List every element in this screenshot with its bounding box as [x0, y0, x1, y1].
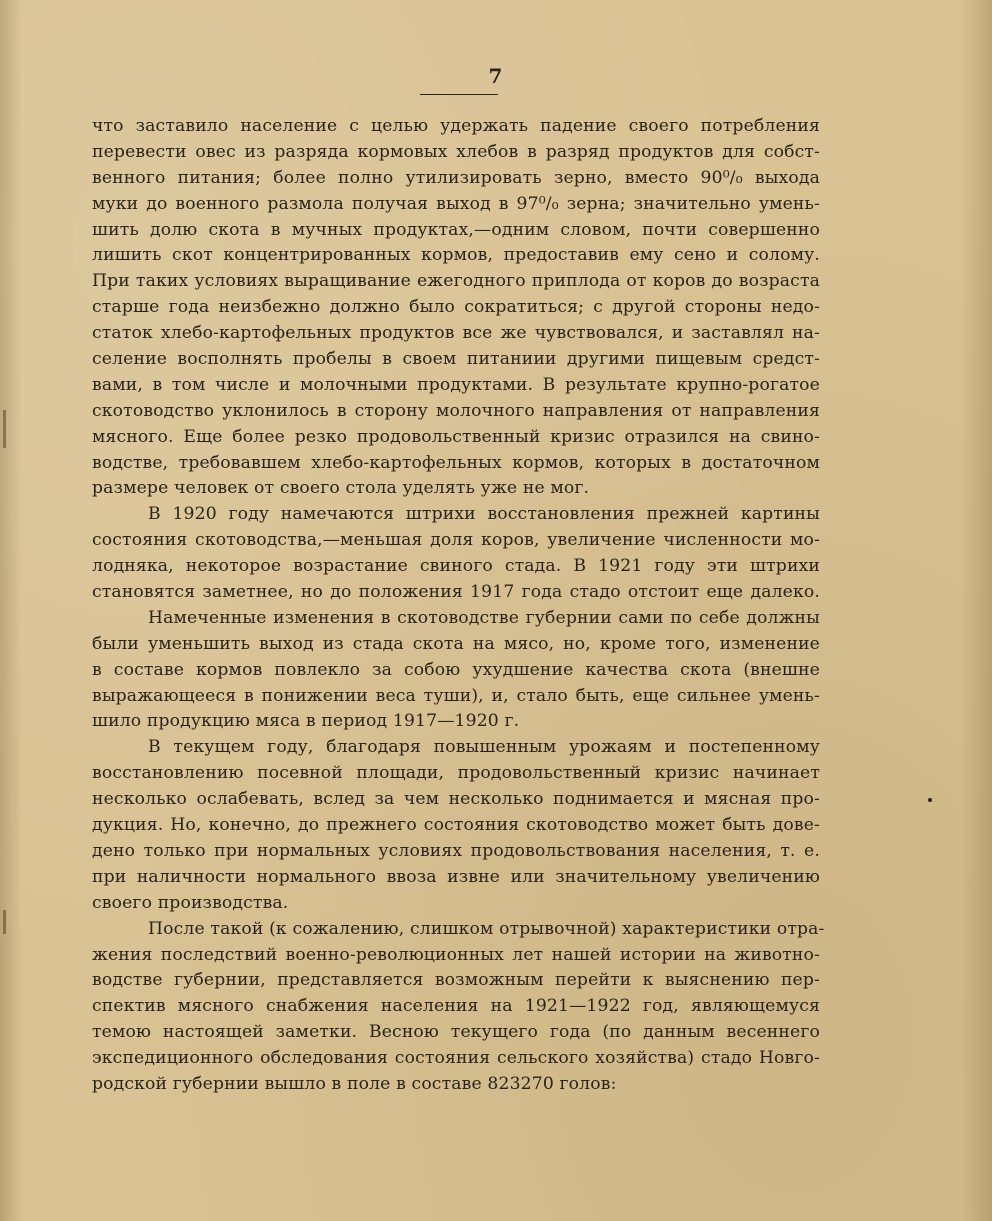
text-line: шило продукцию мяса в период 1917—1920 г.: [92, 711, 520, 732]
text-line: дукция. Но, конечно, до прежнего состояния скотоводство может быть дове-: [92, 815, 820, 836]
text-line: несколько ослабевать, вслед за чем несколько поднимается и мясная про-: [92, 789, 820, 810]
speck: [928, 798, 932, 802]
edge-mark: [3, 910, 6, 934]
text-line: старше года неизбежно должно было сократиться; с другой стороны недо-: [92, 297, 820, 318]
text-line: В текущем году, благодаря повышенным урожаям и постепенному: [148, 737, 820, 758]
text-line: скотоводство уклонилось в сторону молочного направления от направления: [92, 400, 820, 421]
text-line: были уменьшить выход из стада скота на мясо, но, кроме того, изменение: [92, 633, 820, 654]
text-line: в составе кормов повлекло за собою ухудшение качества скота (внешне: [92, 659, 820, 680]
text-line: водстве, требовавшем хлебо-картофельных кормов, которых в достаточном: [92, 452, 820, 473]
text-line: венного питания; более полно утилизировать зерно, вместо 90⁰/₀ выхода: [92, 167, 820, 188]
text-line: состояния скотоводства,—меньшая доля коров, увеличение численности мо-: [92, 530, 820, 551]
text-line: мясного. Еще более резко продовольственный кризис отразился на свино-: [92, 426, 820, 447]
page-number: 7: [488, 64, 504, 88]
text-line: что заставило население с целью удержать падение своего потребления: [92, 116, 820, 136]
text-line: жения последствий военно-революционных лет нашей истории на животно-: [92, 944, 820, 965]
text-line: родской губернии вышло в поле в составе 823270 голов:: [92, 1073, 617, 1094]
text-line: лишить скот концентрированных кормов, предоставив ему сено и солому.: [92, 245, 820, 266]
text-line: при наличности нормального ввоза извне или значительному увеличению: [92, 866, 820, 887]
text-line: статок хлебо-картофельных продуктов все же чувствовался, и заставлял на-: [92, 323, 820, 344]
text-line: экспедиционного обследования состояния сельского хозяйства) стадо Новго-: [92, 1048, 820, 1069]
edge-mark: [3, 410, 6, 448]
text-line: В 1920 году намечаются штрихи восстановления прежней картины: [148, 504, 820, 525]
text-block: [92, 114, 825, 1098]
text-line: перевести овес из разряда кормовых хлебов в разряд продуктов для собст-: [92, 141, 820, 162]
text-line: муки до военного размола получая выход в 97⁰/₀ зерна; значительно умень-: [92, 193, 820, 214]
text-line: шить долю скота в мучных продуктах,—одним словом, почти совершенно: [92, 219, 820, 240]
page-number-rule: [420, 94, 498, 95]
text-line: спектив мясного снабжения населения на 1921—1922 год, являющемуся: [92, 996, 820, 1017]
text-line: выражающееся в понижении веса туши), и, стало быть, еще сильнее умень-: [92, 685, 820, 706]
text-line: темою настоящей заметки. Весною текущего года (по данным весеннего: [92, 1022, 820, 1043]
text-line: восстановлению посевной площади, продовольственный кризис начинает: [92, 763, 820, 784]
text-line: Намеченные изменения в скотоводстве губернии сами по себе должны: [148, 607, 820, 628]
text-line: дено только при нормальных условиях продовольствования населения, т. е.: [92, 840, 820, 861]
text-line: лодняка, некоторое возрастание свиного стада. В 1921 году эти штрихи: [92, 556, 820, 577]
text-line: размере человек от своего стола уделять уже не мог.: [92, 478, 590, 499]
text-line: водстве губернии, представляется возможным перейти к выяснению пер-: [92, 970, 820, 991]
text-line: При таких условиях выращивание ежегодного приплода от коров до возраста: [92, 271, 820, 292]
text-line: селение восполнять пробелы в своем питаниии другими пищевым средст-: [92, 349, 820, 370]
text-line: своего производства.: [92, 892, 289, 913]
text-line: вами, в том числе и молочными продуктами. В результате крупно-рогатое: [92, 374, 820, 395]
text-line: После такой (к сожалению, слишком отрывочной) характеристики отра-: [148, 918, 825, 939]
text-line: становятся заметнее, но до положения 1917 года стадо отстоит еще далеко.: [92, 582, 820, 603]
